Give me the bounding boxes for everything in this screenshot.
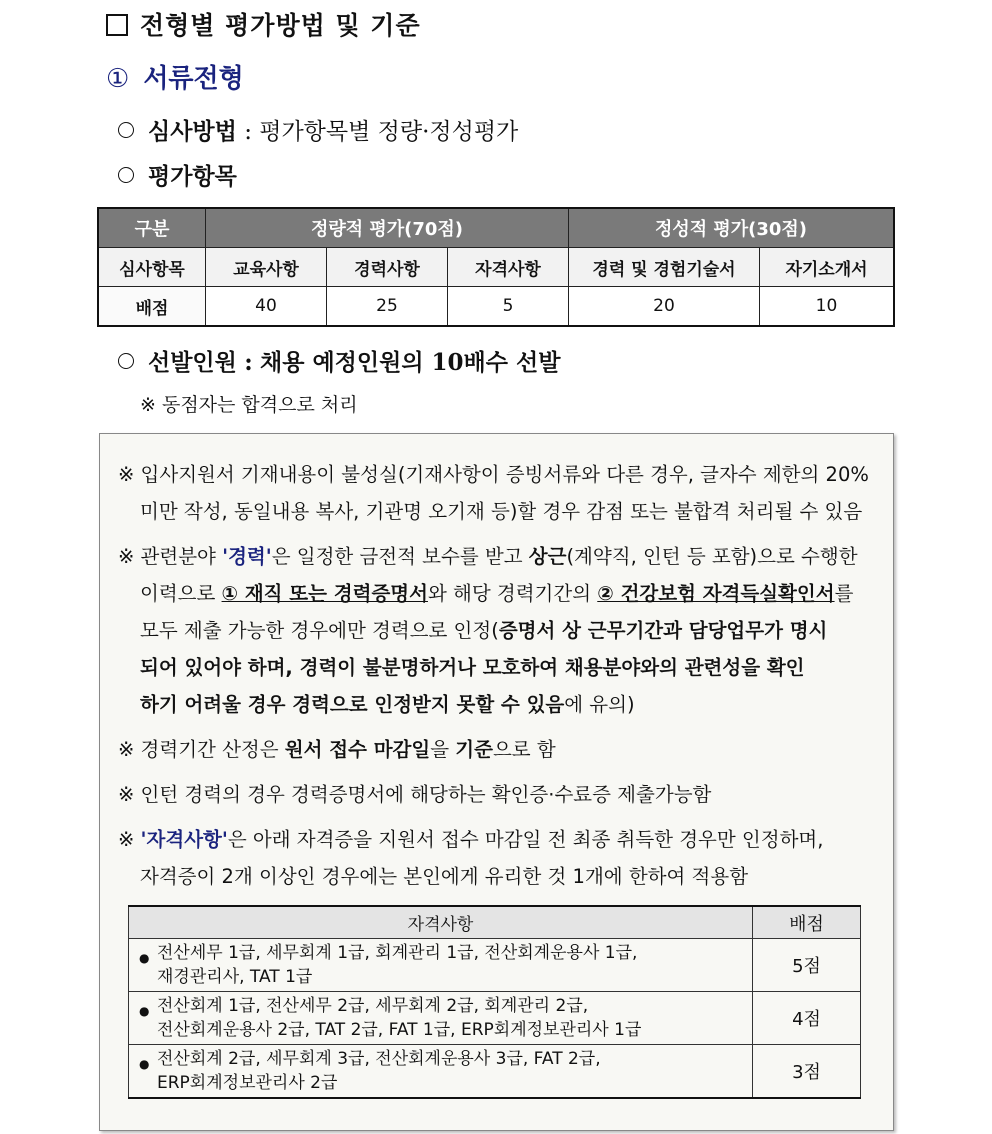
cert-header-score: 배점 <box>753 906 861 939</box>
score-cell: 40 <box>206 287 327 327</box>
score-cell: 25 <box>327 287 448 327</box>
header-qualitative: 정성적 평가(30점) <box>569 208 895 248</box>
cert-header-item: 자격사항 <box>129 906 753 939</box>
note-2: ※ 관련분야 '경력'은 일정한 금전적 보수를 받고 상근(계약직, 인턴 등 포함)으로 수행한 이력으로 ① 재직 또는 경력증명서와 해당 경력기간의 ② 건강보험 자격득실확인서를 모두 제출 가능한 경우에만 경력으로 인정(증명서 상 근무기간과 담당업무가 명시 되어 있어야 하며, 경력이 불분명하거나 모호하여 채용분야와의 관련성을 확인 하기 어려울 경우 경력으로 인정받지 못할 수 있음에 유의) <box>118 545 858 716</box>
selection-count: 선발인원 : 채용 예정인원의 10배수 선발 <box>118 344 560 377</box>
col-education: 교육사항 <box>206 248 327 287</box>
note-3: ※ 경력기간 산정은 원서 접수 마감일을 기준으로 함 <box>118 738 556 761</box>
row-label-items: 심사항목 <box>98 248 206 287</box>
note-5: ※ '자격사항'은 아래 자격증을 지원서 접수 마감일 전 최종 취득한 경우만 인정하며, 자격증이 2개 이상인 경우에는 본인에게 유리한 것 1개에 한하여 적용함 <box>118 828 824 888</box>
certificate-table <box>128 905 861 1099</box>
col-self-intro: 자기소개서 <box>760 248 895 287</box>
bullet-icon: ● <box>139 1004 150 1018</box>
table-row: ● 전산회계 2급, 세무회계 3급, 전산회계운용사 3급, FAT 2급, ERP회계정보관리사 2급 3점 <box>129 1045 861 1099</box>
note-4: ※ 인턴 경력의 경우 경력증명서에 해당하는 확인증·수료증 제출가능함 <box>118 783 712 806</box>
evaluation-table <box>97 207 895 327</box>
col-career: 경력사항 <box>327 248 448 287</box>
page-heading: 전형별 평가방법 및 기준 <box>106 6 421 42</box>
notes-panel <box>99 433 894 1131</box>
score-cell: 5 <box>448 287 569 327</box>
checkbox-square-icon <box>106 14 128 36</box>
col-experience-statement: 경력 및 경험기술서 <box>569 248 760 287</box>
note-1: ※ 입사지원서 기재내용이 불성실(기재사항이 증빙서류와 다른 경우, 글자수 제한의 20% 미만 작성, 동일내용 복사, 기관명 오기재 등)할 경우 감점 또는 불합격 처리될 수 있음 <box>118 463 869 523</box>
review-method: 심사방법 : 평가항목별 정량·정성평가 <box>118 113 518 146</box>
tie-note: ※ 동점자는 합격으로 처리 <box>140 394 358 416</box>
bullet-icon: ● <box>139 951 150 965</box>
section-title: ① 서류전형 <box>106 64 244 94</box>
circle-bullet-icon <box>118 167 134 183</box>
table-row: ● 전산세무 1급, 세무회계 1급, 회계관리 1급, 전산회계운용사 1급, 재경관리사, TAT 1급 5점 <box>129 939 861 992</box>
circle-bullet-icon <box>118 122 134 138</box>
table-row: ● 전산회계 1급, 전산세무 2급, 세무회계 2급, 회계관리 2급, 전산회계운용사 2급, TAT 2급, FAT 1급, ERP회계정보관리사 1급 4점 <box>129 992 861 1045</box>
bullet-icon: ● <box>139 1057 150 1071</box>
row-label-score: 배점 <box>98 287 206 327</box>
col-certificate: 자격사항 <box>448 248 569 287</box>
score-cell: 10 <box>760 287 895 327</box>
header-category: 구분 <box>98 208 206 248</box>
circle-bullet-icon <box>118 353 134 369</box>
eval-items-label: 평가항목 <box>118 158 237 191</box>
header-quantitative: 정량적 평가(70점) <box>206 208 569 248</box>
score-cell: 20 <box>569 287 760 327</box>
